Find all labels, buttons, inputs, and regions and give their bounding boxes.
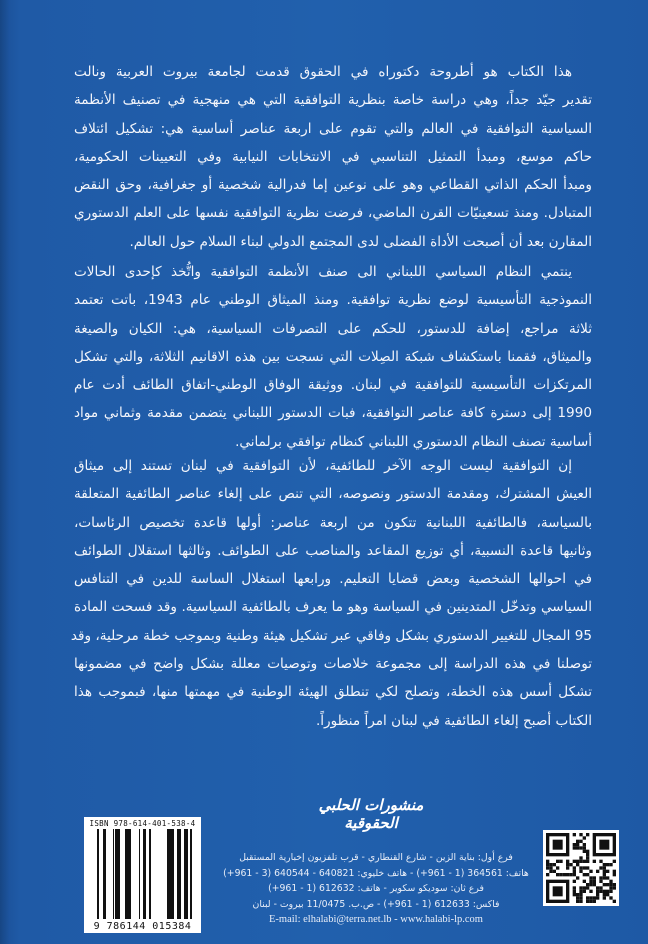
- text-line: هذا الكتاب هو أطروحة دكتوراه في الحقوق قدمت لجامعة بيروت العربية ونالت: [74, 64, 572, 80]
- paragraph-3: [70, 452, 592, 735]
- text-line: العيش المشترك، ومقدمة الدستور ونصوصه، التي تنص على إلغاء عناصر الطائفية المتعلقة: [74, 486, 592, 503]
- text-line: السياسية التوافقية في العالم والتي تقوم على اربعة عناصر أساسية هي: تشكيل ائتلاف: [74, 120, 592, 137]
- paragraph-1: [74, 58, 592, 256]
- text-line: تشكل أسس هذه الخطة، وتصلح لكي تنطلق الهيئة الوطنية في مهمتها منها، فبموجب هذا: [74, 684, 592, 701]
- text-line: توصلنا في هذه الدراسة إلى مجموعة خلاصات وتوصيات معللة بشكل واضح في مضمونها: [74, 656, 592, 673]
- publisher-logo: منشورات الحلبي الحقوقية: [318, 796, 424, 832]
- text-line: 1990 إلى دسترة كافة عناصر التوافقية، فبات الدستور اللبناني يتضمن مقدمة وثماني مواد: [74, 405, 592, 422]
- qr-code: [543, 830, 619, 906]
- text-line: ينتمي النظام السياسي اللبناني الى صنف الأنظمة التوافقية واتُّخذ كإحدى الحالات: [74, 264, 572, 280]
- paragraph-2: [74, 258, 592, 456]
- ean-number: 9 786144 015384: [93, 921, 192, 932]
- text-line: والميثاق، فقمنا باستكشاف شبكة الصِلات التي نسجت بين هذه الاقانيم الثلاثة، والتي تشكل: [74, 348, 592, 365]
- qr-code-pattern: [546, 833, 616, 903]
- text-line: المرتكزات التأسيسية للتوافقية في لبنان. ووثيقة الوفاق الوطني-اتفاق الطائف أدت عام: [74, 377, 592, 394]
- text-line: بالسياسة، فالطائفية اللبنانية تتكون من اربعة عناصر: أولها قاعدة تخصيص الرئاسات،: [74, 514, 592, 531]
- address-line: فرع أول: بناية الزين - شارع القنطاري - قرب تلفزيون إخبارية المستقبل: [239, 852, 513, 863]
- text-line: الكتاب أصبح إلغاء الطائفية في لبنان امراً منظوراً.: [315, 712, 592, 729]
- text-line: السياسي وتدخّل المتدينين في السياسة وهو ما يعرف بالطائفية السياسية. وقد فسحت المادة: [74, 599, 592, 616]
- text-line: حاكم موسع، ومبدأ التمثيل التناسبي في الانتخابات النيابية وفي التعيينات الحكومية،: [74, 148, 592, 165]
- address-line: فاكس: 612633 (1 - 961+) - ص.ب. 11/0475 بيروت - لبنان: [252, 898, 500, 910]
- text-line: في احوالها الشخصية وبعض قضايا التعليم. ورابعها استغلال الساسة للدين في التنافس: [74, 571, 592, 588]
- text-line: النموذجية التأسيسية لوضع نظرية توافقية. ومنذ الميثاق الوطني عام 1943، باتت تعتمد: [74, 292, 593, 309]
- address-line: فرع ثان: سوديكو سكوير - هاتف: 612632 (1 - 961+): [268, 883, 484, 894]
- text-line: وثانيها قاعدة النسبية، أي توزيع المقاعد والمناصب على الطوائف. وثالثها استقلال الطوائف: [74, 542, 592, 559]
- isbn-text: ISBN 978-614-401-538-4: [89, 819, 196, 828]
- text-line: ثلاثة مراجع، إضافة للدستور، للحكم على التصرفات السياسية، هي: الكيان والصيغة: [74, 320, 592, 337]
- text-line: ومبدأ الحكم الذاتي القطاعي وهو على نوعين إما فدرالية شخصية أو جغرافية، وحق النقض: [74, 177, 592, 194]
- isbn-barcode: [84, 817, 201, 933]
- address-line: هاتف: 364561 (1 - 961+) - هاتف خليوي: 640821 - 640544 (3 - 961+): [223, 867, 529, 879]
- text-line: تقدير جيّد جداً، وهي دراسة خاصة بنظرية التوافقية التي هي منهجية في تصنيف الأنظمة: [74, 92, 592, 109]
- text-line: المقارن بعد أن أصبحت الأداة الفضلى لدى المجتمع الدولي لبناء السلام حول العالم.: [129, 233, 592, 250]
- text-line: أساسية تصنف النظام الدستوري اللبناني كنظام توافقي برلماني.: [235, 433, 592, 450]
- text-line: 95 المجال للتغيير الدستوري بشكل وفاقي عبر تشكيل هيئة وطنية وبموجب خطة مرحلية، وقد: [70, 627, 592, 644]
- contact-line: E-mail: elhalabi@terra.net.lb - www.halabi-lp.com: [269, 914, 483, 925]
- text-line: إن التوافقية ليست الوجه الآخر للطائفية، لأن التوافقية في لبنان تستند إلى ميثاق: [74, 458, 572, 474]
- text-line: المتبادل. ومنذ تسعينيّات القرن الماضي، فرضت نظرية التوافقية نفسها على العلم الدستوري: [74, 205, 592, 222]
- barcode-bars: [92, 829, 193, 919]
- spine-edge: [0, 0, 10, 944]
- publisher-address: [206, 850, 546, 928]
